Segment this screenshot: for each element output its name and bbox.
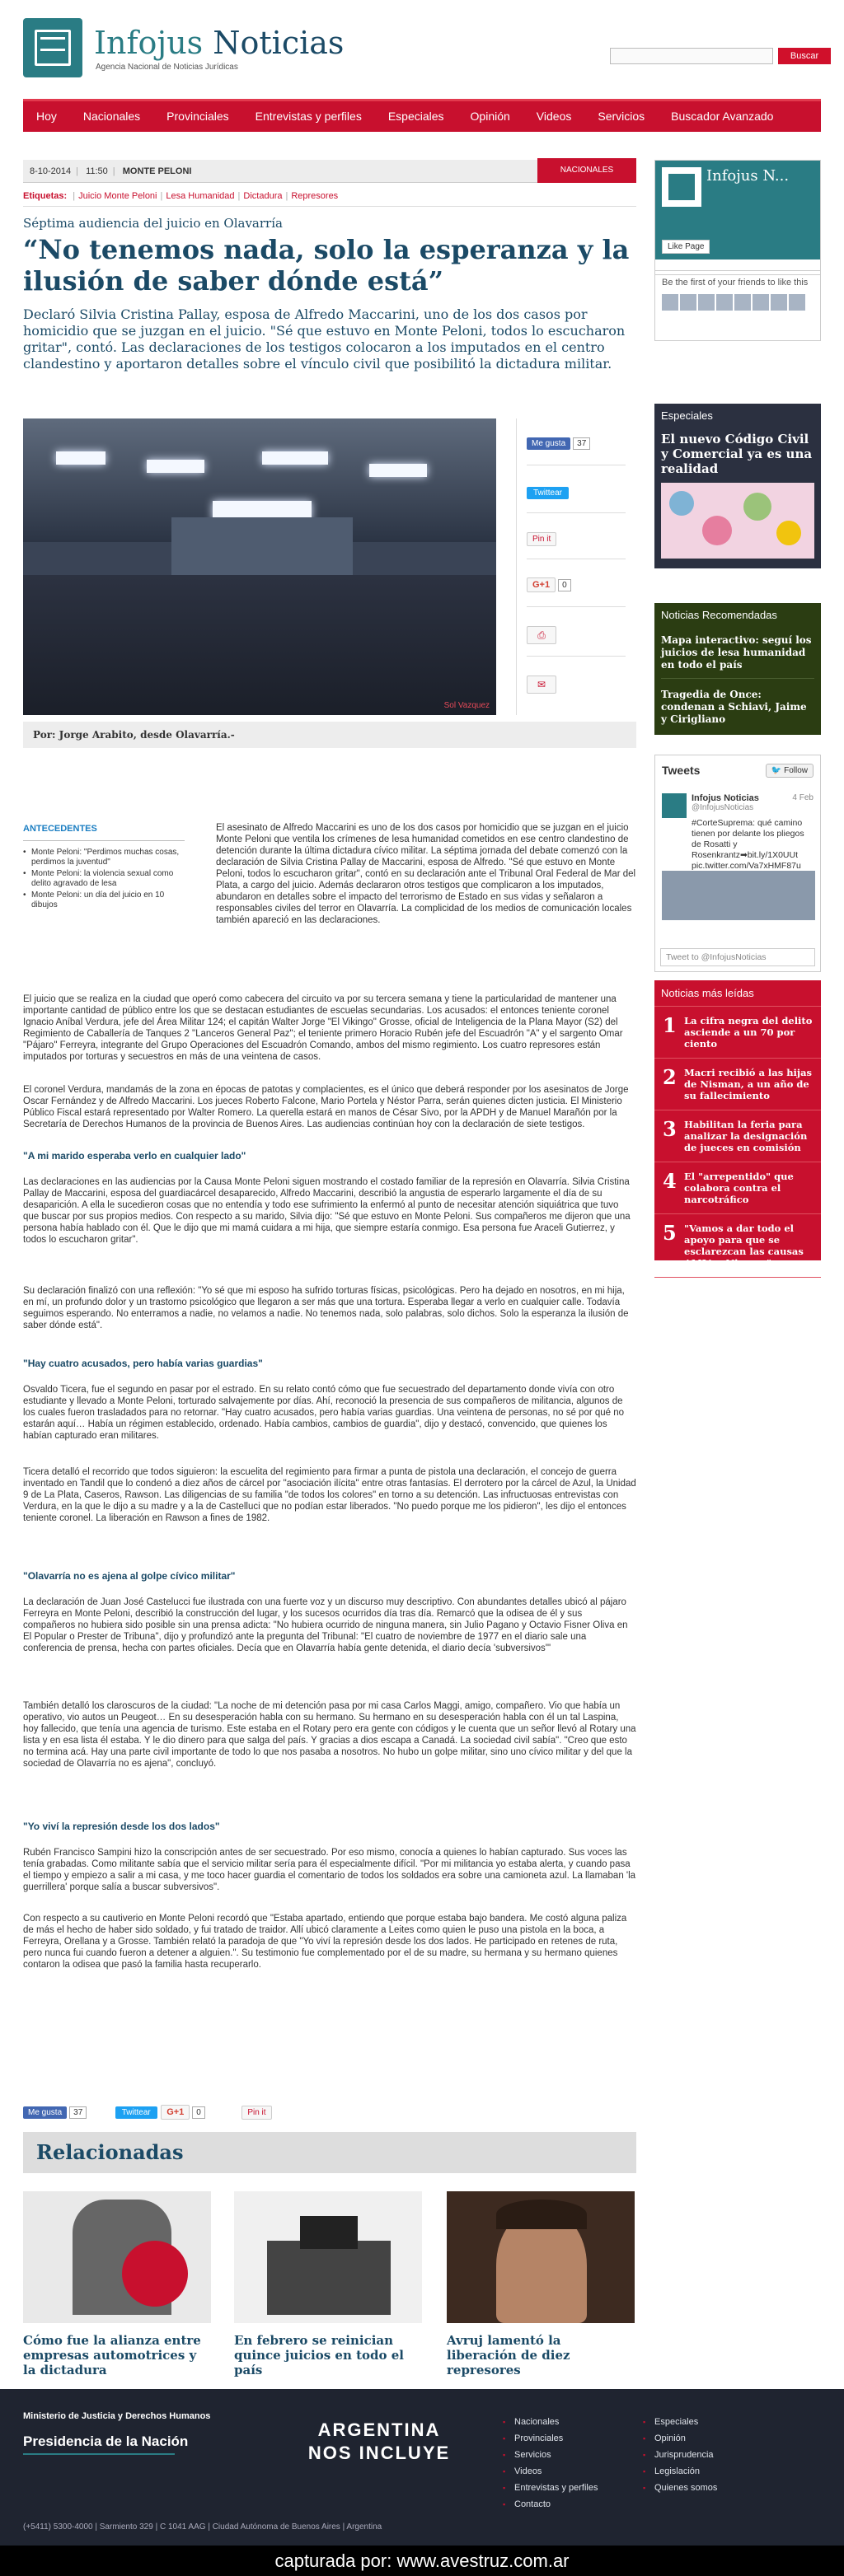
especiales-head: Especiales xyxy=(661,409,713,422)
footer-presidency[interactable]: Presidencia de la Nación xyxy=(23,2433,189,2449)
tweet-handle[interactable]: @InfojusNoticias xyxy=(692,803,754,812)
article-paragraph: Osvaldo Ticera, fue el segundo en pasar por el estrado. En su relato contó cómo que fue secuestrado del departamento donde vivía con otro estudiante y llevado a Monte Peloni, torturado salvajemente por días. Ahí, reconoció la presencia de sus compañeros de militancia, algunos de los cuales fueron trasladados para no retornar. "Hay cuatro acusados, pero había varias guardias. Una veintena de personas, no sé por qué no estarán aquí… Había un régimen establecido, ordenado. Había cambios, cambios de guardia", dijo y destacó, convencido, que quienes los habían capturado eran militares. xyxy=(23,1385,625,1441)
tags-label: Etiquetas: xyxy=(23,191,68,201)
tweets-title: Tweets xyxy=(662,764,701,777)
article-paragraph: El juicio que se realiza en la ciudad que operó como cabecera del circuito va por su tercera semana y tiene la particularidad de mantener una importante cantidad de público entre los que se destacan estudiantes de escuelas secundarias. Los acusados: el entonces teniente coronel Ignacio Aníbal Verdura, jefe del Área Militar 124; el capitán Walter Jorge "El Vikingo" Grosse, oficial de Inteligencia de la Plana Mayor (S2) del Regimiento de Caballería de Tanques 2 "Lanceros General Paz"; el teniente primero Horacio Rubén jefe del Escuadrón "A" y el sargento Omar "Pájaro" Ferreyra, integrante del Grupo Operaciones del Escuadrón Comando, ambos del mismo regimiento. Los cuatro represores están imputados por torturas y secuestros en más de una veintena de casos. xyxy=(23,994,623,1062)
nav-item-servicios[interactable]: Servicios xyxy=(598,110,645,123)
nav-item-videos[interactable]: Videos xyxy=(536,110,572,123)
footer-link[interactable]: ▪ Opinión xyxy=(643,2430,717,2447)
infojus-logo-icon[interactable] xyxy=(23,18,82,77)
mas-leida-title[interactable]: Macri recibió a las hijas de Nisman, a un año de su fallecimiento xyxy=(684,1067,813,1101)
gplus-count: 0 xyxy=(192,2106,205,2119)
article-date: 8-10-2014 xyxy=(30,166,72,176)
tweet-to-input[interactable]: Tweet to @InfojusNoticias xyxy=(660,948,815,966)
footer-link[interactable]: ▪ Nacionales xyxy=(503,2414,598,2430)
divider xyxy=(23,206,636,207)
search-button[interactable]: Buscar xyxy=(778,48,831,64)
tag-link[interactable]: Dictadura xyxy=(243,191,283,201)
site-brand[interactable]: Infojus Noticias xyxy=(94,25,345,61)
especiales-box[interactable] xyxy=(654,404,821,568)
tweet-button[interactable]: Twittear xyxy=(527,487,569,499)
search-input[interactable] xyxy=(610,48,773,64)
related-card[interactable] xyxy=(234,2191,422,2377)
mas-leida-item[interactable] xyxy=(654,1214,821,1278)
friend-faces xyxy=(662,294,814,313)
tag-link[interactable]: Lesa Humanidad xyxy=(166,191,235,201)
antecedente-link[interactable]: • Monte Peloni: un día del juicio en 10 dibujos xyxy=(23,891,185,910)
google-plus-button[interactable]: G+1 xyxy=(527,577,556,592)
facebook-page-name[interactable]: Infojus N... xyxy=(706,167,790,185)
facebook-like-button[interactable]: Me gusta xyxy=(527,437,570,450)
antecedente-link[interactable]: • Monte Peloni: "Perdimos muchas cosas, perdimos la juventud" xyxy=(23,848,185,867)
recomendadas-box xyxy=(654,603,821,735)
related-title: Relacionadas xyxy=(23,2132,636,2173)
site-header xyxy=(23,18,823,92)
article-subhead: "Yo viví la represión desde los dos lados" xyxy=(23,1821,220,1832)
nav-item-hoy[interactable]: Hoy xyxy=(36,110,57,123)
capture-note: capturada por: www.avestruz.com.ar xyxy=(0,2546,844,2576)
related-image[interactable] xyxy=(447,2191,635,2323)
mas-leida-title[interactable]: "Vamos a dar todo el apoyo para que se esclarezcan las causas AMIA y Nisman" xyxy=(684,1223,804,1269)
article-time: 11:50 xyxy=(86,166,108,176)
google-plus-button[interactable]: G+1 xyxy=(161,2105,190,2120)
mas-leidas-head: Noticias más leídas xyxy=(654,980,821,1007)
twitter-follow-button[interactable]: 🐦 Follow xyxy=(766,764,814,778)
article-lede: Declaró Silvia Cristina Pallay, esposa de Alfredo Maccarini, uno de los dos casos por homicidio que se juzgan en el juicio. "Sé que estuvo en Monte Peloni, todos lo escucharon gritar", contó. Las declaraciones de los testigos colocaron a los imputados en el centro clandestino y aportaron detalles sobre el vínculo civil que posibilitó la dictadura militar. xyxy=(23,306,626,372)
tweet-avatar[interactable] xyxy=(662,793,687,818)
tweet-text: #CorteSuprema: qué camino tienen por delante los pliegos de Rosatti y Rosenkrantz➡bit.ly/1X0UUt pic.twitter.com/Va7xHMF87u xyxy=(692,818,804,871)
article-subhead: "A mi marido esperaba verlo en cualquier lado" xyxy=(23,1150,246,1162)
article-paragraph: Las declaraciones en las audiencias por la Causa Monte Peloni siguen mostrando el costado familiar de la represión en Olavarría. Silvia Cristina Pallay de Maccarini, esposa del guardiacárcel desaparecido, Alfredo Maccarini, describió la angustia de esperarlo largamente el día de su desaparición. A ella le sucedieron cosas que no entendía y todo ese sufrimiento la enfermó al punto de necesitar atención siquiátrica que tuvo que buscar por sus propios medios. Con respecto a su marido, Silvia dijo: "Sé que estuvo en Monte Peloni. Sus compañeros me dijeron que una persona había hablado con él. Que le dijo que mi mamá cuidara a mi hija, que siempre estaría conmigo. Esa persona fue Araceli Gutierrez, y todos lo escucharon gritar". xyxy=(23,1177,631,1245)
gplus-count: 0 xyxy=(558,579,571,591)
nav-item-nacionales[interactable]: Nacionales xyxy=(82,110,141,123)
article-subhead: "Hay cuatro acusados, pero había varias guardias" xyxy=(23,1358,263,1369)
site-footer xyxy=(0,2389,844,2546)
article-paragraph: El asesinato de Alfredo Maccarini es uno de los dos casos por homicidio que se juzgan en el juicio Monte Peloni que ventila los crímenes de lesa humanidad cometidos en ese centro clandestino de detención durante la última dictadura cívico militar. La séptima jornada del debate comenzó con la declaración de Silvia Cristina Pallay de Maccarini, esposa de Alfredo. "Sé que estuvo en Monte Peloni, todos lo escucharon gritar", contó en su declaración ante el Tribunal Oral Federal de Mar del Plata, a cargo del juicio. Además declararon otros testigos que complicaron a los imputados, abundaron en detalles sobre el impacto del terrorismo de Estado en sus vidas y señalaron a responsables civiles del terror en Olavarría. La complicidad de los medios de comunicación locales también apareció en las declaraciones. xyxy=(216,823,636,925)
mas-leida-rank: 3 xyxy=(663,1117,677,1141)
share-bar-bottom xyxy=(23,2104,636,2124)
article-paragraph: Ticera detalló el recorrido que todos siguieron: la escuelita del regimiento para firmar a punta de pistola una declaración, el concejo de guerra inventado en Tandil que lo condenó a diez años de cárcel por "asociación ilícita" entre otras fantasías. El derrotero por la cárcel de Azul, la Unidad 9 de La Plata, Caseros, Rawson. Las diligencias de su familia "de todos los colores" en torno a su detención. Las infructuosas entrevistas con Verdura, en la que le dijo a su madre y a la de Castelluci que no podían estar liberados. "No puedo porque me los pidieron", les dijo el entonces teniente coronel. La liberación en Rawson a fines de 1982. xyxy=(23,1467,636,1523)
article-paragraph: El coronel Verdura, mandamás de la zona en épocas de patotas y complacientes, es el único que deberá responder por los asesinatos de Jorge Oscar Fernández y de Alfredo Maccarini. Los jueces Roberto Falcone, Mario Portela y Néstor Parra, serán quienes dicten justicia. El Ministerio Público Fiscal estará representado por Walter Romero. La querella estará en manos de César Sivo, por la APDH y de Manuel Marañón por la Secretaría de Derechos Humanos de la provincia de Buenos Aires. Las audiencias continúan hoy con la declaración de siete testigos. xyxy=(23,1085,629,1129)
tag-link[interactable]: Represores xyxy=(291,191,339,201)
footer-links-col1 xyxy=(503,2414,598,2513)
tweet-date[interactable]: 4 Feb xyxy=(792,793,814,802)
nav-item-especiales[interactable]: Especiales xyxy=(387,110,444,123)
tweet-button[interactable]: Twittear xyxy=(115,2106,157,2119)
section-badge[interactable]: NACIONALES xyxy=(537,158,636,183)
nav-item-buscador-avanzado[interactable]: Buscador Avanzado xyxy=(671,110,774,123)
recomendada-link[interactable]: Mapa interactivo: seguí los juicios de lesa humanidad en todo el país xyxy=(661,634,812,671)
article-paragraph: También detalló los claroscuros de la ciudad: "La noche de mi detención pasa por mi casa Carlos Maggi, amigo, compañero. Vio que había un operativo, vio autos un Peugeot… En su desesperación habla con su hermano. Su hermano en su desesperación habla con él un tal Laspina, hoy fallecido, que tenía una agencia de turismo. Este estaba en el Rotary pero era gente con códigos y le cuenta que un señor llevó al Rotary una lista y en esa lista él estaba. Y le dio dinero para que salga del país. Y gracias a dios escapa a Canadá. La sociedad civil sabía". "Creo que esto no termina acá. Hay una parte civil importante de todo lo que nos pasaba a nosotros. No hubo un golpe militar, sino uno cívico militar y del que la sociedad de Olavarría no es ajena", concluyó. xyxy=(23,1701,636,1769)
antecedente-link[interactable]: • Monte Peloni: la violencia sexual como delito agravado de lesa xyxy=(23,869,185,889)
print-icon[interactable]: ⎙ xyxy=(527,626,556,644)
footer-link[interactable]: ▪ Especiales xyxy=(643,2414,717,2430)
footer-link[interactable]: ▪ Entrevistas y perfiles xyxy=(503,2480,598,2496)
especiales-title[interactable]: El nuevo Código Civil y Comercial ya es una realidad xyxy=(661,432,813,476)
facebook-friends-text: Be the first of your friends to like this xyxy=(662,278,809,288)
mas-leida-item[interactable] xyxy=(654,1162,821,1214)
footer-link[interactable]: ▪ Quienes somos xyxy=(643,2480,717,2496)
article-paragraph: La declaración de Juan José Castelucci fue ilustrada con una fuerte voz y un discurso muy descriptivo. Con abundantes detalles ubicó al pájaro Ferreyra en Monte Peloni, describió la construcción del lugar, y los sucesos ocurridos día tras día. Remarcó que la odisea de él y sus compañeros no hubiera sido posible sin una prensa adicta: "No hubiera ocurrido de ninguna manera, sin Julio Pagano y Octavio Fisner Oliva en El Popular o Prester de Tribuna", dijo y profundizó ante la pregunta del Tribunal: "El cuatro de noviembre de 1977 en el diario sale una conferencia de prensa, hecha con partes oficiales. Decía que en Olavarría había gente detenida, el diario decía 'subversivos'" xyxy=(23,1597,628,1653)
related-caption[interactable]: Avruj lamentó la liberación de diez represores xyxy=(447,2333,570,2377)
tag-link[interactable]: Juicio Monte Peloni xyxy=(78,191,157,201)
footer-slogan: ARGENTINA NOS INCLUYE xyxy=(307,2419,451,2463)
footer-link[interactable]: ▪ Legislación xyxy=(643,2463,717,2480)
recomendadas-head: Noticias Recomendadas xyxy=(661,609,777,621)
photo-credit: Sol Vazquez xyxy=(443,701,490,710)
antecedentes-title: ANTECEDENTES xyxy=(23,824,97,834)
main-nav xyxy=(23,99,821,132)
footer-link[interactable]: ▪ Videos xyxy=(503,2463,598,2480)
related-card[interactable] xyxy=(447,2191,635,2377)
like-count: 37 xyxy=(69,2106,87,2119)
nav-item-entrevistas-y-perfiles[interactable]: Entrevistas y perfiles xyxy=(255,110,362,123)
mas-leidas-box xyxy=(654,980,821,1269)
share-panel xyxy=(516,418,636,715)
mas-leida-title[interactable]: Habilitan la feria para analizar la designación de jueces en comisión xyxy=(684,1119,808,1153)
footer-links-col2 xyxy=(643,2414,717,2496)
mas-leida-rank: 4 xyxy=(663,1169,677,1193)
footer-link[interactable]: ▪ Provinciales xyxy=(503,2430,598,2447)
tweet-image[interactable] xyxy=(662,871,815,920)
email-icon[interactable]: ✉ xyxy=(527,676,556,694)
antecedentes-box xyxy=(23,824,185,912)
pinterest-button[interactable]: Pin it xyxy=(241,2106,271,2120)
article-subhead: "Olavarría no es ajena al golpe cívico militar" xyxy=(23,1570,236,1582)
facebook-avatar[interactable] xyxy=(662,167,701,207)
article-paragraph: Rubén Francisco Sampini hizo la conscripción antes de ser secuestrado. Por eso mismo, conocía a quienes lo habían capturado. Sus voces las tenía grabadas. Como militante sabía que el servicio militar sería para él especialmente difícil. "Por mi militancia yo estaba alerta, y cuando pasa el tiempo y empiezo a salir a mi casa, y me toco hacer guardia el comentario de todos los soldados era sobre una camioneta azul. La llamaban 'la guerrillera' porque salía a buscar subversivos". xyxy=(23,1848,636,1892)
related-caption[interactable]: Cómo fue la alianza entre empresas automotrices y la dictadura xyxy=(23,2333,201,2377)
twitter-bird-icon: 🐦 xyxy=(771,766,782,775)
like-count: 37 xyxy=(573,437,590,450)
mas-leida-rank: 5 xyxy=(663,1221,677,1245)
footer-ministry[interactable]: Ministerio de Justicia y Derechos Humanos xyxy=(23,2411,211,2421)
mas-leida-rank: 2 xyxy=(663,1065,677,1089)
article-headline: “No tenemos nada, solo la esperanza y la ilusión de saber dónde está” xyxy=(23,234,630,297)
article-tags: Etiquetas: | Juicio Monte Peloni | Lesa Humanidad | Dictadura | Represores xyxy=(23,191,339,201)
especiales-image[interactable] xyxy=(661,483,814,559)
footer-link[interactable]: ▪ Contacto xyxy=(503,2496,598,2513)
facebook-page-widget[interactable] xyxy=(654,160,821,275)
mas-leida-item[interactable] xyxy=(654,1110,821,1162)
related-image[interactable] xyxy=(23,2191,211,2323)
footer-link[interactable]: ▪ Jurisprudencia xyxy=(643,2447,717,2463)
article-meta: 8-10-2014 | 11:50 | MONTE PELONI NACIONALES xyxy=(23,160,636,183)
footer-address: (+5411) 5300-4000 | Sarmiento 329 | C 1041 AAG | Ciudad Autónoma de Buenos Aires | Argentina xyxy=(23,2522,382,2532)
footer-link[interactable]: ▪ Servicios xyxy=(503,2447,598,2463)
article-kicker: Séptima audiencia del juicio en Olavarría xyxy=(23,216,283,231)
mas-leida-rank: 1 xyxy=(663,1013,677,1037)
mas-leida-title[interactable]: El "arrepentido" que colabora contra el narcotráfico xyxy=(684,1171,794,1205)
facebook-like-button[interactable]: Me gusta xyxy=(23,2106,67,2119)
tweet-author[interactable]: Infojus Noticias xyxy=(692,793,759,803)
mas-leida-item[interactable] xyxy=(654,1059,821,1110)
nav-item-provinciales[interactable]: Provinciales xyxy=(166,110,229,123)
twitter-widget xyxy=(654,755,821,972)
related-caption[interactable]: En febrero se reinician quince juicios en todo el país xyxy=(234,2333,404,2377)
article-place: MONTE PELONI xyxy=(122,166,192,176)
related-card[interactable] xyxy=(23,2191,211,2377)
mas-leida-item[interactable] xyxy=(654,1007,821,1059)
facebook-friends xyxy=(654,270,821,341)
related-image[interactable] xyxy=(234,2191,422,2323)
pinterest-button[interactable]: Pin it xyxy=(527,532,556,546)
facebook-like-page-button[interactable]: Like Page xyxy=(662,240,710,254)
article-photo[interactable] xyxy=(23,418,496,715)
article-paragraph: Su declaración finalizó con una reflexión: "Yo sé que mi esposo ha sufrido torturas físicas, psicológicas. Pero ha dejado en nosotros, en mi hija, en mí, un profundo dolor y un trastorno psicológico que llegaron a ser más que una tortura. Esperaba llegar a verlo en cualquier calle. Todavía seguimos esperando. No enterramos a nadie, no velamos a nadie. No tenemos nada, solo palabras, solo dichos. Solo la esperanza la ilusión de saber dónde está". xyxy=(23,1286,629,1330)
nav-item-opinión[interactable]: Opinión xyxy=(470,110,510,123)
article-paragraph: Con respecto a su cautiverio en Monte Peloni recordó que "Estaba apartado, entiendo que porque estaba bajo bandera. Me costó alguna paliza de más el hecho de haber sido soldado, y fui tratado de traidor. Allí ubicó claramente a Leites como quien le puso una pistola en la boca, a Ferreyra, Orellana y a Grosse. También relató la paradoja de que "Yo viví la represión desde los dos lados. He participado en retenes de ruta, pero nunca fui cuando fueron a detener a alguien.". Su testimonio fue complementado por el de su madre, su hermana y su hermano quienes contaron la odisea que pasó la familia hasta recuperarlo. xyxy=(23,1914,627,1970)
recomendada-link[interactable]: Tragedia de Once: condenan a Schiavi, Jaime y Cirigliano xyxy=(661,689,807,725)
article-byline: Por: Jorge Arabito, desde Olavarría.- xyxy=(23,722,636,748)
mas-leida-title[interactable]: La cifra negra del delito asciende a un 70 por ciento xyxy=(684,1015,813,1050)
brand-subtitle: Agencia Nacional de Noticias Jurídicas xyxy=(96,63,238,72)
